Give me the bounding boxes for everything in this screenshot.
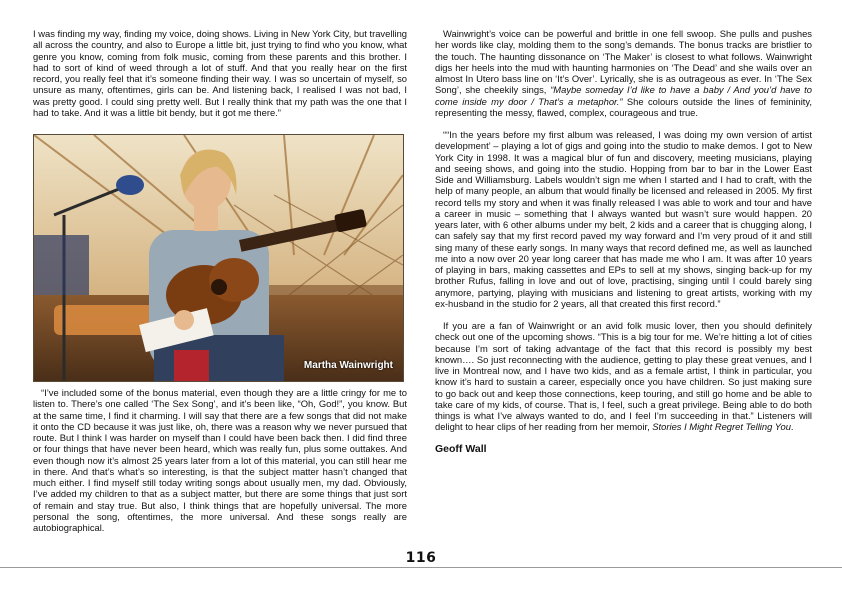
memoir-title: Stories I Might Regret Telling You: [652, 421, 791, 433]
photo-illustration: [34, 135, 403, 381]
paragraph-gap: [435, 118, 812, 129]
page-bottom-margin: [0, 568, 842, 595]
left-column: [33, 28, 407, 118]
right-paragraph-3: [435, 320, 812, 433]
right-paragraph-1-text: Wainwright’s voice can be powerful and brittle in one fell swoop. She pulls and pushes her words like clay, molding them to the song’s demands. The bonus tracks are bristlier to the touch. The haunting dissonance on ‘The Maker’ is closest to what follows. Wainwright digs her heels into the mud with haunting harmonies on ‘The Dead’ and she wails over an almost In Utero bass line on ‘It’s Over’. Lyrically, she is as outrageous as ever. In ‘The Sex Song’, she cheekily sings,: [435, 28, 812, 96]
paragraph-gap: [435, 309, 812, 320]
author-byline: Geoff Wall: [435, 442, 487, 455]
song-lyric-quote: “Maybe someday I’d like to have a baby / And you’d have to come inside my door / That’s a metaphor.”: [435, 84, 812, 107]
right-column: [435, 28, 812, 455]
left-paragraph-2: “I’ve included some of the bonus material, even though they are a little cringy for me to listen to. There’s one called ‘The Sex Song’, and it’s been like, “Oh, God!”, you know. But at the same time, I find it charming. I will say that there are a few songs that did not make it onto the CD because it was just like, oh, there was a reason why we never pursued that route. But I think I was harder on myself than I could have been back then. I did find three or four things that have never been heard, which was really fun, plus some outtakes. And even though now it’s almost 25 years later from a lot of this material, you can still hear me in there. And that’s what’s so interesting, is that the subject matter hasn’t changed that much either. I find myself still today writing songs about usually men, my dad. Obviously, I’ve added my children to that as a subject matter, but there are some things that just sort of remain and stay true. But also, I think things that are hopefully universal. The more personal the song, oftentimes, the more universal. And these songs really are autobiographical.: [33, 387, 407, 533]
page-number: 116: [405, 550, 437, 566]
photo-caption: Martha Wainwright: [303, 360, 393, 371]
left-paragraph-1: I was finding my way, finding my voice, doing shows. Living in New York City, but travelling all across the country, and also to Europe a little bit, just trying to find who you know, what genre you know, coming from folk music, coming from these parents and this brother. I had to sort of kind of weed through a lot of stuff. And that you really hear on the first record, you really feel that it’s someone finding their way. I was so uncertain of myself, so unsure as many, oftentimes, girls can be. And listening back, I realised I was not bad, I was pretty good. I could sing pretty well. But I really think that my path was the one that I had to take. And it was a little bit bendy, but it got me there.”: [33, 28, 407, 118]
left-column-lower: [33, 387, 407, 533]
right-paragraph-2: ““In the years before my first album was released, I was doing my own version of artist development’ – playing a lot of gigs and going into the studio to make demos. I got to New York City in 1998. It was a magical blur of fun and discovery, meeting musicians, playing and seeing shows, and going into the studio. Hopping from bar to bar in the Lower East Side and Williamsburg. Labels wouldn’t sign me when I started and I had to craft, with the help of many people, an album that would finally be licensed and released in 2005. My first record tells my story and when it was finally released I was able to work and tour and have a career in music – something that I always wanted but wasn’t sure would happen. 20 years later, with 6 other albums under my belt, 2 kids and a career that is chugging along, I can safely say that my first record paved my way forward and I’m very proud of it and still sing many of these early songs. In many ways that record defined me, as well as launched me into a now over 20 year long career that has made me who I am. It was after 10 years of playing in bars, making cassettes and EPs to sell at my shows, singing back-up for my brother Rufus, falling in love and out of love, practising, singing until I could barely sing anymore, partying, playing with musicians and listening to great artists, working with my ex-husband in the studio for 2 years, all that created this first record.”: [435, 129, 812, 309]
paragraph-gap: [435, 433, 812, 444]
right-paragraph-3-text: If you are a fan of Wainwright or an avid folk music lover, then you should definitely check out one of the upcoming shows. “This is a big tour for me. We’re hitting a lot of cities because I’m sort of taking advantage of the fact that this record is possibly my best known…. So just reconnecting with the audience, getting to play these great venues, and I live in Montreal now, and I have two kids, and as a female artist, I think in particular, you know it’s hard to sustain a career, especially once you have children. So just making sure to go back out and keep those connections, keep touring, and still go home and be able to take care of my kids, of course. That is, I feel, such a great privilege. Being able to do both things is what I’ve always wanted to do, and I feel I’m succeeding in that.” Listeners will delight to hear clips of her reading from her memoir,: [435, 320, 812, 433]
right-paragraph-3-end: .: [790, 421, 794, 433]
right-paragraph-1-end: She colours outside the lines of femininity, representing the messy, flawed, complex, courageous and true.: [435, 95, 812, 118]
article-photo: [33, 134, 404, 382]
right-paragraph-1: [435, 28, 812, 118]
